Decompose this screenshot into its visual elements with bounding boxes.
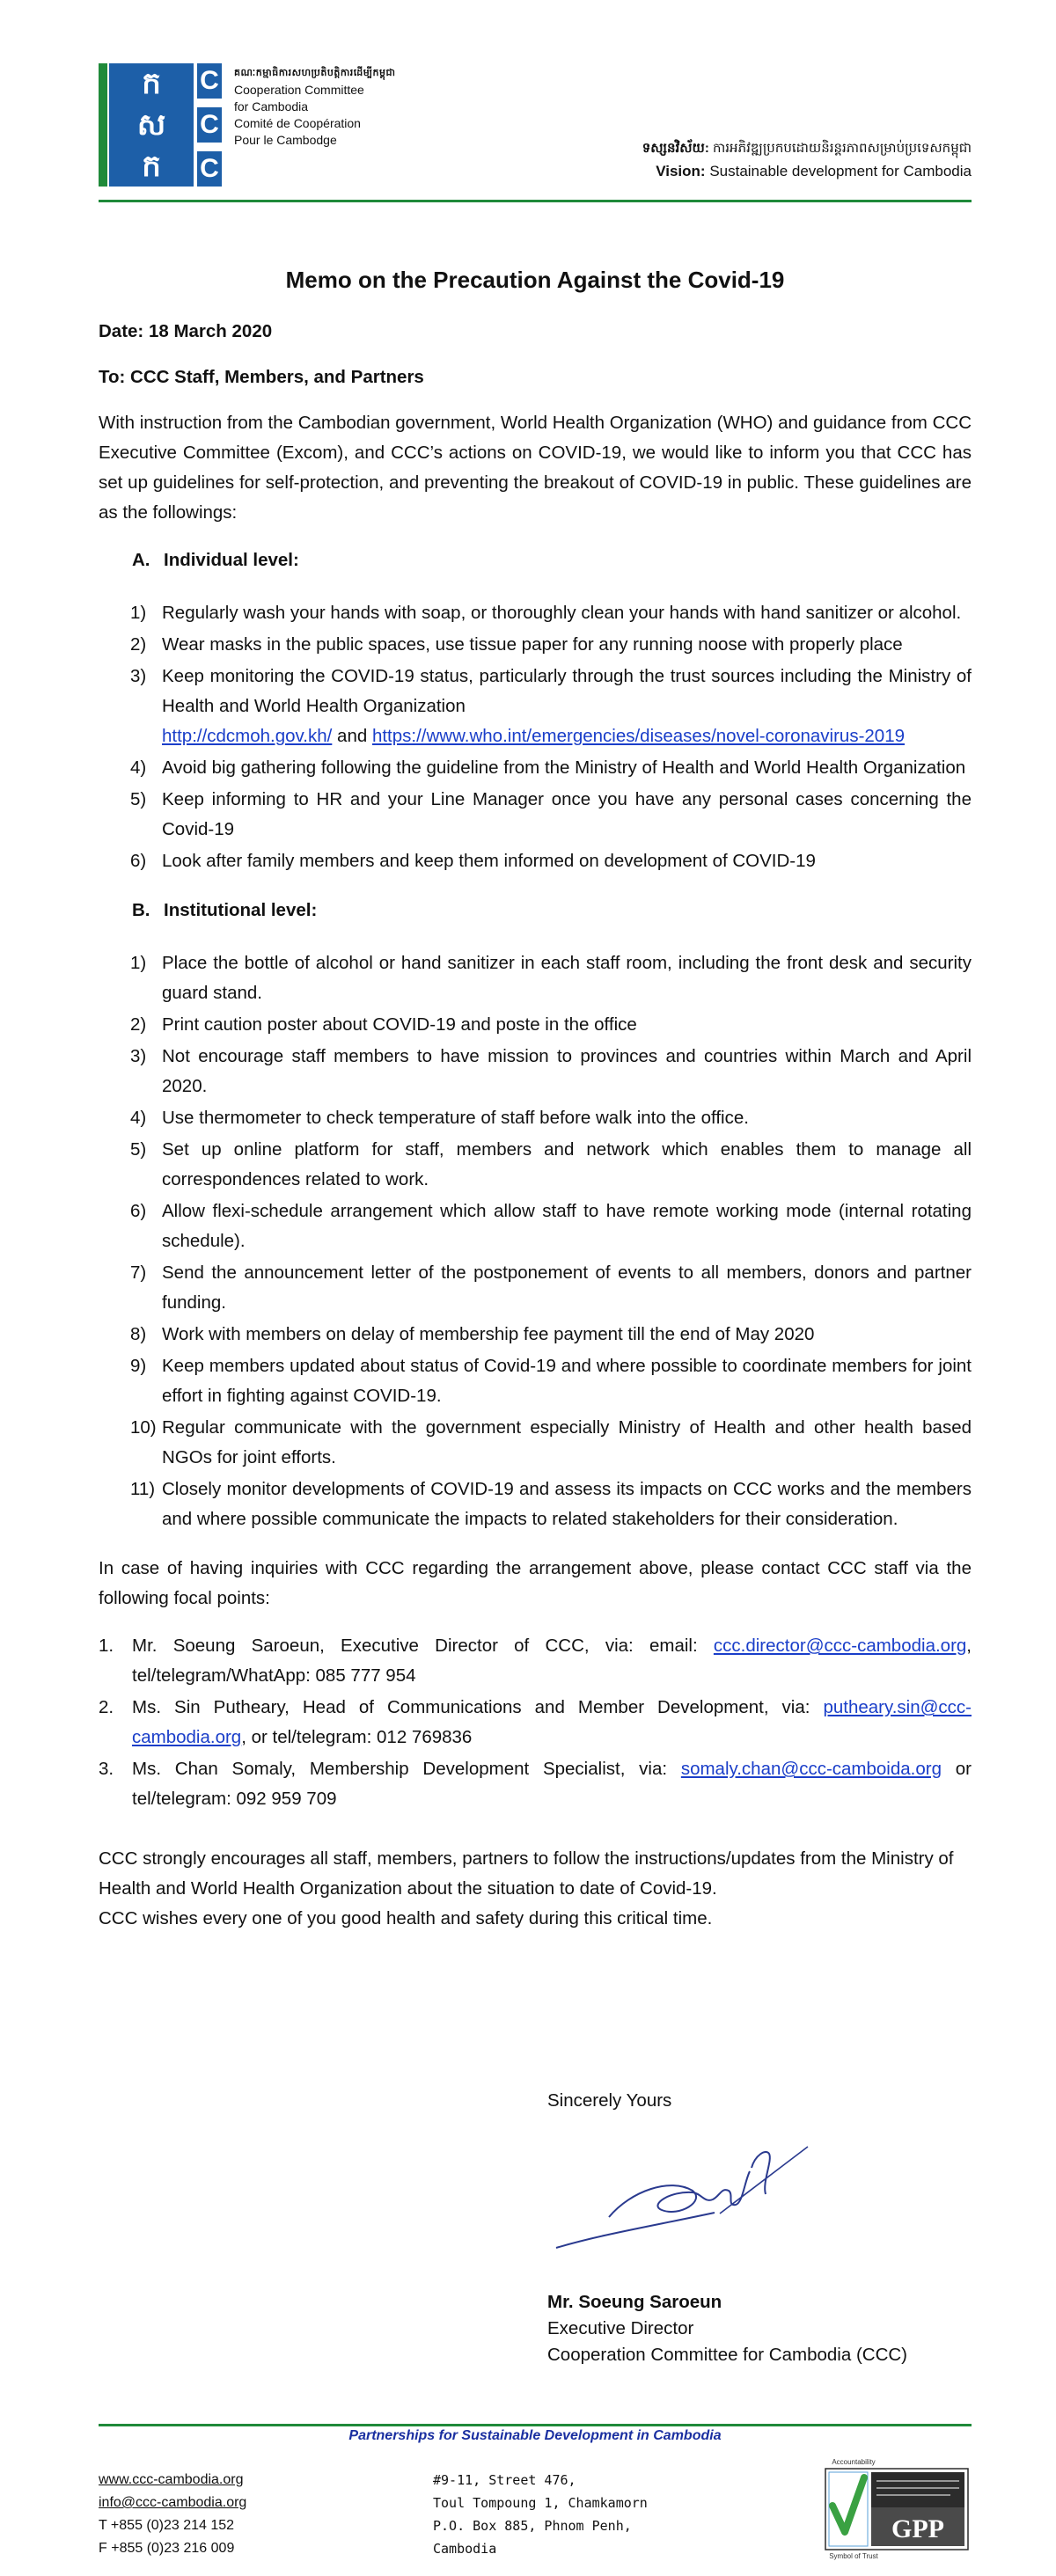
section-institutional-heading bbox=[99, 896, 972, 926]
sign-off: Sincerely Yours bbox=[547, 2090, 672, 2111]
footer-fax: F +855 (0)23 216 009 bbox=[99, 2541, 235, 2556]
contact-text: Ms. Sin Putheary, Head of Communications and Member Development, via: bbox=[132, 1697, 824, 1717]
contact-item bbox=[99, 1693, 972, 1753]
list-text: Wear masks in the public spaces, use tissue paper for any running noose with properly place bbox=[162, 634, 903, 655]
memo-body bbox=[99, 264, 972, 1934]
logo-green-bar bbox=[99, 63, 107, 187]
list-text: Set up online platform for staff, members and network which enables them to manage all correspondences related to work. bbox=[162, 1139, 972, 1189]
contact-text: , or tel/telegram: 012 769836 bbox=[241, 1727, 473, 1747]
gpp-caption-bottom: Symbol of Trust bbox=[829, 2552, 878, 2560]
list-number: 4) bbox=[130, 1108, 147, 1128]
list-number: 6) bbox=[130, 851, 147, 871]
contact-item bbox=[99, 1631, 972, 1691]
address-line: Toul Tompoung 1, Chamkamorn bbox=[433, 2495, 648, 2511]
info-email-link[interactable]: info@ccc-cambodia.org bbox=[99, 2495, 247, 2510]
logo-letter: C bbox=[197, 63, 222, 99]
list-number: 4) bbox=[130, 757, 147, 778]
somaly-email-link[interactable]: somaly.chan@ccc-camboida.org bbox=[680, 1759, 942, 1779]
list-item bbox=[99, 785, 972, 845]
address-line: P.O. Box 885, Phnom Penh, bbox=[433, 2518, 632, 2534]
list-text: Place the bottle of alcohol or hand sanitizer in each staff room, including the front desk and security guard stand. bbox=[162, 953, 972, 1003]
vision-label: Vision: bbox=[656, 163, 706, 179]
list-text: and bbox=[332, 726, 372, 746]
logo-khmer-glyph: ស bbox=[136, 106, 166, 143]
list-text: Allow flexi-schedule arrangement which allow staff to have remote working mode (internal rotating schedule). bbox=[162, 1201, 972, 1251]
footer-divider bbox=[99, 2424, 972, 2426]
list-item bbox=[99, 1258, 972, 1318]
list-item bbox=[99, 1010, 972, 1040]
list-item bbox=[99, 846, 972, 876]
vision-khmer-text: ការអភិវឌ្ឍប្រកបដោយនិរន្តរភាពសម្រាប់ប្រទេសកម្ពុជា bbox=[713, 141, 972, 156]
vision-khmer-label: ទស្សនវិស័យ: bbox=[642, 141, 709, 156]
list-text: Regularly wash your hands with soap, or thoroughly clean your hands with hand sanitizer or alcohol. bbox=[162, 603, 962, 623]
moh-link[interactable]: http://cdcmoh.gov.kh/ bbox=[162, 726, 333, 746]
list-number: 5) bbox=[130, 1139, 147, 1160]
list-number: 5) bbox=[130, 789, 147, 809]
list-number: 7) bbox=[130, 1262, 147, 1283]
org-name-fr-line1: Comité de Coopération bbox=[234, 116, 361, 130]
list-text: Not encourage staff members to have mission to provinces and countries within March and April 2020. bbox=[162, 1046, 972, 1096]
memo-date: Date: 18 March 2020 bbox=[99, 321, 273, 341]
who-link[interactable]: https://www.who.int/emergencies/diseases/novel-coronavirus-2019 bbox=[371, 726, 906, 746]
section-individual-heading bbox=[99, 545, 972, 575]
handwritten-signature bbox=[547, 2129, 811, 2270]
org-name-khmer: គណៈកម្មាធិការសហប្រតិបត្តិការដើម្បីកម្ពុជា bbox=[234, 68, 396, 78]
list-text: Send the announcement letter of the postponement of events to all members, donors and partner funding. bbox=[162, 1262, 972, 1313]
contact-text: Mr. Soeung Saroeun, Executive Director of CCC, via: email: bbox=[132, 1636, 714, 1656]
list-number: 2) bbox=[130, 634, 147, 655]
list-number: 3) bbox=[130, 666, 147, 686]
list-item bbox=[99, 753, 972, 783]
logo-khmer-glyph: ក bbox=[142, 148, 161, 184]
list-number: 1) bbox=[130, 603, 147, 623]
list-number: 8) bbox=[130, 1324, 147, 1344]
logo-letter: C bbox=[197, 151, 222, 187]
gpp-mark: GPP bbox=[891, 2514, 944, 2543]
list-item bbox=[99, 630, 972, 660]
list-text: Keep monitoring the COVID-19 status, particularly through the trust sources including the Ministry of Health and World Health Organization bbox=[162, 666, 972, 716]
contact-text: or tel/telegram: 092 959 709 bbox=[132, 1759, 972, 1809]
list-text: Closely monitor developments of COVID-19 and assess its impacts on CCC works and the members and where possible communicate the impacts to related stakeholders for their consideration. bbox=[162, 1479, 972, 1529]
contact-text: Ms. Chan Somaly, Membership Development Specialist, via: bbox=[132, 1759, 681, 1779]
list-text: Print caution poster about COVID-19 and poste in the office bbox=[162, 1014, 637, 1035]
closing-text: CCC strongly encourages all staff, members, partners to follow the instructions/updates from the Ministry of Health and World Health Organization about the situation to date of Covid-19. bbox=[99, 1848, 954, 1899]
list-item bbox=[99, 598, 972, 628]
institutional-guidelines-list bbox=[99, 948, 972, 1534]
list-number: 11) bbox=[130, 1479, 156, 1499]
logo-letters bbox=[197, 63, 227, 187]
memo-recipients: To: CCC Staff, Members, and Partners bbox=[99, 367, 424, 387]
memo-intro: With instruction from the Cambodian government, World Health Organization (WHO) and guidance from CCC Executive Committee (Excom), and CCC’s actions on COVID-19, we would like to inform you that CCC has set up guidelines for self-protection, and preventing the breakout of COVID-19 in public. These guidelines are as the followings: bbox=[99, 413, 972, 523]
contact-text: , tel/telegram/WhatApp: 085 777 954 bbox=[132, 1636, 972, 1686]
focal-points-list bbox=[99, 1631, 972, 1814]
list-text: Regular communicate with the government especially Ministry of Health and other health based NGOs for joint efforts. bbox=[162, 1417, 972, 1467]
list-item bbox=[99, 662, 972, 751]
signer-block bbox=[547, 2289, 907, 2368]
list-number: 6) bbox=[130, 1201, 147, 1221]
footer-slogan: Partnerships for Sustainable Development in Cambodia bbox=[348, 2428, 722, 2443]
org-name-fr-line2: Pour le Cambodge bbox=[234, 133, 337, 147]
vision-english bbox=[642, 160, 972, 183]
list-text: Work with members on delay of membership fee payment till the end of May 2020 bbox=[162, 1324, 815, 1344]
list-item bbox=[99, 1413, 972, 1473]
list-text: Keep informing to HR and your Line Manager once you have any personal cases concerning the Covid-19 bbox=[162, 789, 972, 839]
vision-statement bbox=[642, 137, 972, 183]
list-number: 2. bbox=[99, 1697, 114, 1717]
director-email-link[interactable]: ccc.director@ccc-cambodia.org bbox=[713, 1636, 967, 1656]
memo-title: Memo on the Precaution Against the Covid-19 bbox=[285, 267, 785, 293]
list-item bbox=[99, 1320, 972, 1350]
list-item bbox=[99, 1103, 972, 1133]
logo-letter: C bbox=[197, 107, 222, 143]
header-divider bbox=[99, 200, 972, 202]
website-link[interactable]: www.ccc-cambodia.org bbox=[99, 2472, 244, 2487]
address-line: #9-11, Street 476, bbox=[433, 2472, 576, 2488]
footer-telephone: T +855 (0)23 214 152 bbox=[99, 2518, 235, 2533]
gpp-caption-top: Accountability bbox=[832, 2458, 876, 2466]
inquiry-paragraph: In case of having inquiries with CCC regarding the arrangement above, please contact CCC staff via the following focal points: bbox=[99, 1558, 972, 1608]
list-number: 10) bbox=[130, 1417, 157, 1438]
vision-text: Sustainable development for Cambodia bbox=[709, 163, 972, 179]
list-item bbox=[99, 1042, 972, 1101]
gpp-certification-seal bbox=[818, 2455, 975, 2562]
footer-contacts bbox=[99, 2469, 246, 2560]
section-title: Individual level: bbox=[164, 550, 299, 570]
list-number: 9) bbox=[130, 1356, 147, 1376]
contact-item bbox=[99, 1754, 972, 1814]
list-number: 1. bbox=[99, 1636, 114, 1656]
list-item bbox=[99, 1475, 972, 1534]
section-letter: B. bbox=[132, 900, 150, 920]
list-text: Keep members updated about status of Covid-19 and where possible to coordinate members for joint effort in fighting against COVID-19. bbox=[162, 1356, 972, 1406]
list-item bbox=[99, 948, 972, 1008]
list-number: 1) bbox=[130, 953, 147, 973]
ccc-logo bbox=[109, 63, 194, 187]
vision-khmer bbox=[642, 137, 972, 160]
address-line: Cambodia bbox=[433, 2541, 497, 2557]
individual-guidelines-list bbox=[99, 598, 972, 876]
org-name-en-line1: Cooperation Committee bbox=[234, 83, 364, 97]
section-letter: A. bbox=[132, 550, 150, 570]
list-text: Use thermometer to check temperature of staff before walk into the office. bbox=[162, 1108, 749, 1128]
closing-paragraph bbox=[99, 1844, 972, 1934]
list-number: 2) bbox=[130, 1014, 147, 1035]
list-number: 3. bbox=[99, 1759, 114, 1779]
footer-address bbox=[433, 2469, 648, 2560]
list-text: Avoid big gathering following the guideline from the Ministry of Health and World Health Organization bbox=[162, 757, 966, 778]
putheary-email-link[interactable]: putheary.sin@ccc-cambodia.org bbox=[132, 1697, 972, 1747]
signer-organization: Cooperation Committee for Cambodia (CCC) bbox=[547, 2345, 908, 2365]
list-item bbox=[99, 1351, 972, 1411]
list-item bbox=[99, 1135, 972, 1195]
logo-khmer-glyph: ក bbox=[142, 66, 161, 102]
closing-text: CCC wishes every one of you good health and safety during this critical time. bbox=[99, 1908, 713, 1928]
list-item bbox=[99, 1197, 972, 1256]
signer-role: Executive Director bbox=[547, 2318, 694, 2338]
list-number: 3) bbox=[130, 1046, 147, 1066]
section-title: Institutional level: bbox=[164, 900, 318, 920]
organization-name bbox=[234, 65, 395, 149]
signer-name: Mr. Soeung Saroeun bbox=[547, 2292, 722, 2312]
list-text: Look after family members and keep them informed on development of COVID-19 bbox=[162, 851, 816, 871]
org-name-en-line2: for Cambodia bbox=[234, 99, 309, 113]
